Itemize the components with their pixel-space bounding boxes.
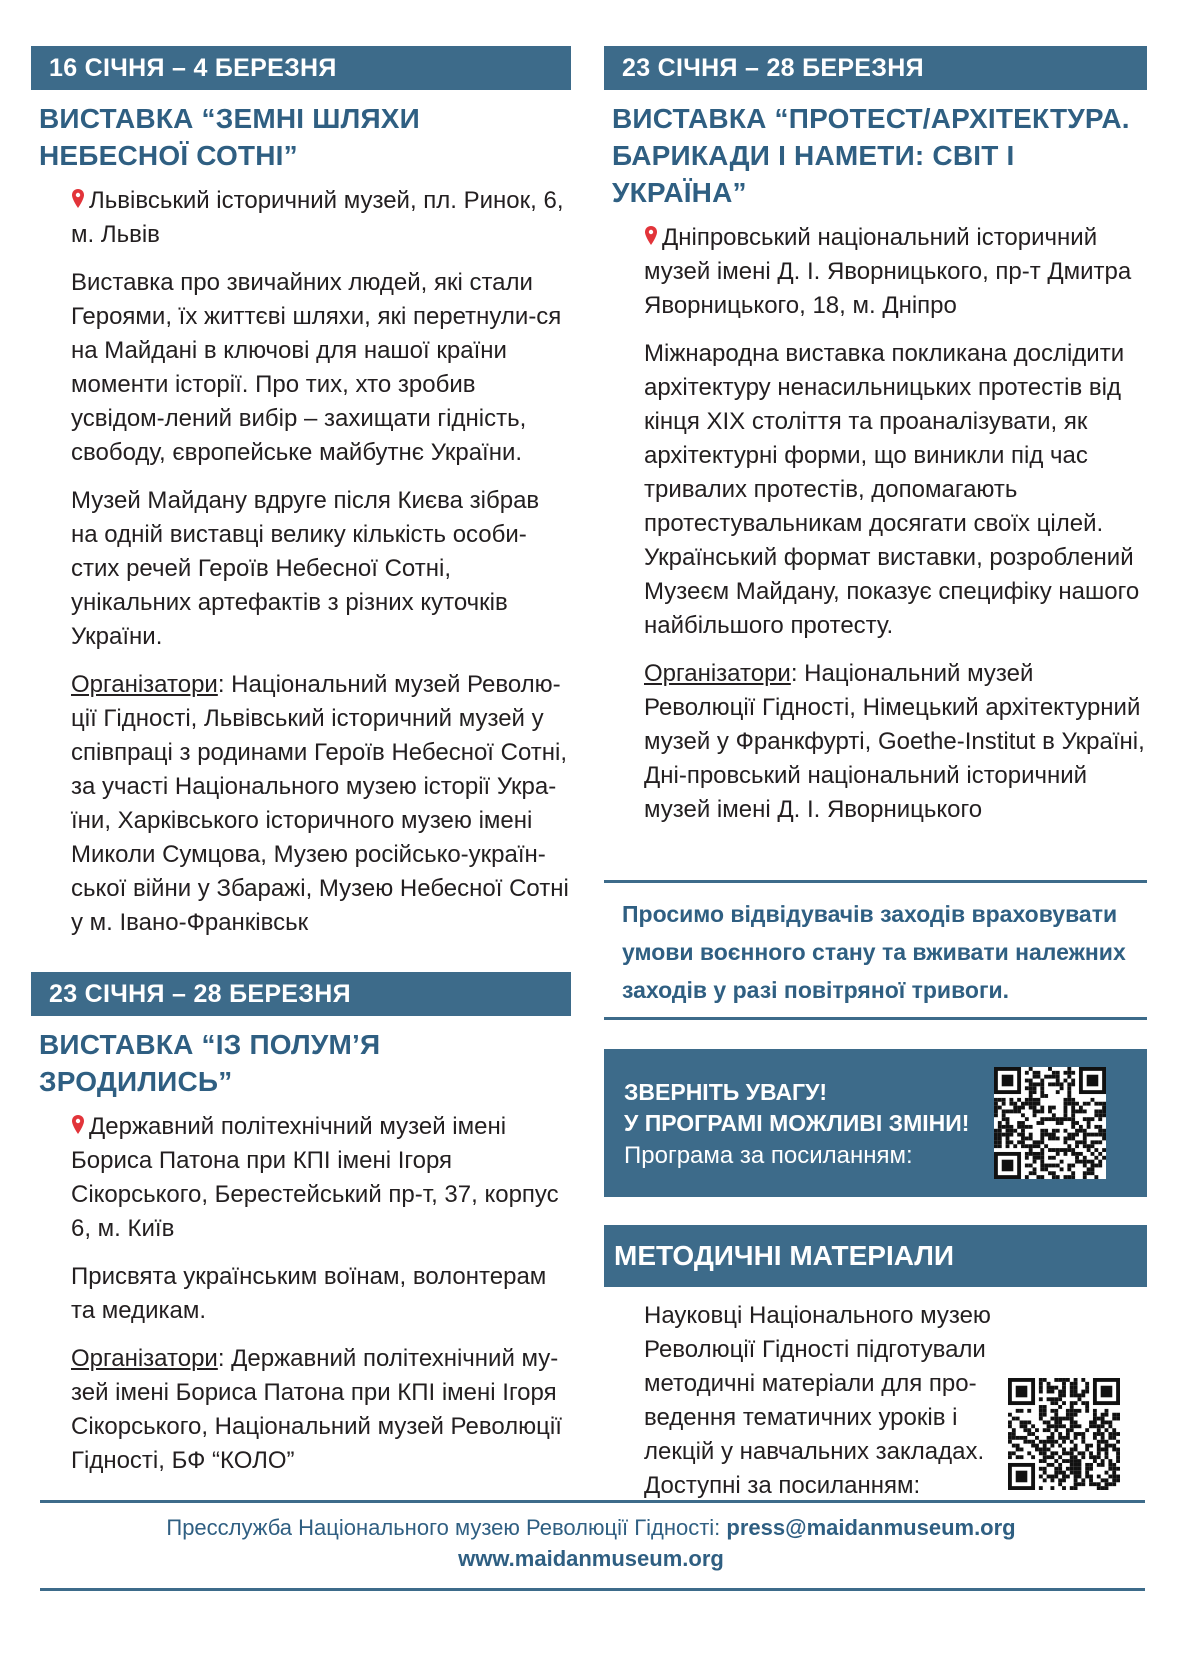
exhibition-title: ВИСТАВКА “ЗЕМНІ ШЛЯХИ НЕБЕСНОЇ СОТНІ”	[39, 103, 420, 171]
footer-divider	[40, 1588, 1145, 1591]
exhibition-body	[644, 221, 1147, 827]
location	[644, 221, 1147, 323]
location-text: Дніпровський національний історичний музей імені Д. І. Яворницького, пр-т Дмитра Яворницького, 18, м. Дніпро	[644, 224, 1132, 319]
location-text: Львівський історичний музей, пл. Ринок, 6, м. Львів	[71, 187, 564, 248]
date-bar: 23 СІЧНЯ – 28 БЕРЕЗНЯ	[604, 46, 1147, 90]
description: Міжнародна виставка покликана дослідити архітектуру ненасильницьких протестів від кінця XIX століття та проаналізувати, як архітектурні форми, що виникли під час тривалих протестів, допомагають протестувальникам досягати своїх цілей. Український формат виставки, розроблений Музеєм Майдану, показує специфіку нашого найбільшого протесту.	[644, 340, 1140, 639]
organizers-label: Організатори	[71, 671, 218, 698]
location-pin-icon	[71, 188, 85, 210]
warning-link-text: Програма за посиланням:	[624, 1142, 913, 1169]
organizers	[71, 668, 571, 940]
program-change-warning	[604, 1049, 1147, 1197]
organizers-text: : Державний політехнічний му-зей імені Бориса Патона при КПІ імені Ігоря Сікорського, Національний музей Революції Гідності, БФ “КОЛО”	[71, 1345, 562, 1474]
warning-subtitle: У ПРОГРАМІ МОЖЛИВІ ЗМІНИ!	[624, 1110, 970, 1136]
organizers-text: : Національний музей Революції Гідності, Німецький архітектурний музей у Франкфурті, Goethe-Institut в Україні, Дні-провський національний історичний музей імені Д. І. Яворницького	[644, 660, 1145, 823]
date-bar: 23 СІЧНЯ – 28 БЕРЕЗНЯ	[31, 972, 571, 1016]
exhibition-body	[71, 184, 571, 940]
exhibition-title: ВИСТАВКА “ІЗ ПОЛУМ’Я ЗРОДИЛИСЬ”	[39, 1029, 381, 1097]
organizers	[71, 1342, 571, 1478]
exhibition-title: ВИСТАВКА “ПРОТЕСТ/АРХІТЕКТУРА. БАРИКАДИ І НАМЕТИ: СВІТ І УКРАЇНА”	[612, 103, 1130, 208]
location	[71, 184, 571, 252]
location-pin-icon	[644, 225, 658, 247]
exhibition-body	[71, 1110, 571, 1478]
organizers-label: Організатори	[71, 1345, 218, 1372]
left-column	[31, 46, 571, 1478]
website-link[interactable]: www.maidanmuseum.org	[458, 1546, 724, 1571]
methods-qr-code[interactable]	[1008, 1378, 1120, 1490]
description: Присвята українським воїнам, волонтерам та медикам.	[71, 1263, 547, 1324]
press-label: Пресслужба Національного музею Революції Гідності:	[166, 1515, 727, 1540]
right-column	[604, 46, 1147, 827]
program-qr-code[interactable]	[994, 1067, 1106, 1179]
location	[71, 1110, 571, 1246]
organizers-label: Організатори	[644, 660, 791, 687]
wartime-notice: Просимо відвідувачів заходів враховувати умови воєнного стану та вживати належних заходів у разі повітряної тривоги.	[604, 880, 1147, 1020]
qr-code-icon	[994, 1067, 1106, 1179]
footer-divider	[40, 1500, 1145, 1503]
methods-text: Науковці Національного музею Революції Гідності підготували методичні матеріали для про-ведення тематичних уроків і лекцій у навчальних закладах. Доступні за посиланням:	[644, 1302, 991, 1499]
warning-title: ЗВЕРНІТЬ УВАГУ!	[624, 1079, 828, 1105]
location-pin-icon	[71, 1114, 85, 1136]
location-text: Державний політехнічний музей імені Бориса Патона при КПІ імені Ігоря Сікорського, Берестейський пр-т, 37, корпус 6, м. Київ	[71, 1113, 559, 1242]
date-bar: 16 СІЧНЯ – 4 БЕРЕЗНЯ	[31, 46, 571, 90]
press-email-link[interactable]: press@maidanmuseum.org	[726, 1515, 1016, 1540]
organizers	[644, 657, 1147, 827]
qr-code-icon	[1008, 1378, 1120, 1490]
organizers-text: : Національний музей Револю-ції Гідності, Львівський історичний музей у співпраці з родинами Героїв Небесної Сотні, за участі Національного музею історії Укра-їни, Харківського історичного музею імені Миколи Сумцова, Музею російсько-україн-ської війни у Збаражі, Музею Небесної Сотні у м. Івано-Франківськ	[71, 671, 569, 936]
footer	[0, 1512, 1182, 1574]
methods-title: МЕТОДИЧНІ МАТЕРІАЛИ	[604, 1225, 1147, 1287]
description: Музей Майдану вдруге після Києва зібрав на одній виставці велику кількість особи-стих речей Героїв Небесної Сотні, унікальних артефактів з різних куточків України.	[71, 487, 540, 650]
description: Виставка про звичайних людей, які стали Героями, їх життєві шляхи, які перетнули-ся на Майдані в ключові для нашої країни моменти історії. Про тих, хто зробив усвідом-лений вибір – захищати гідність, свободу, європейське майбутнє України.	[71, 269, 562, 466]
